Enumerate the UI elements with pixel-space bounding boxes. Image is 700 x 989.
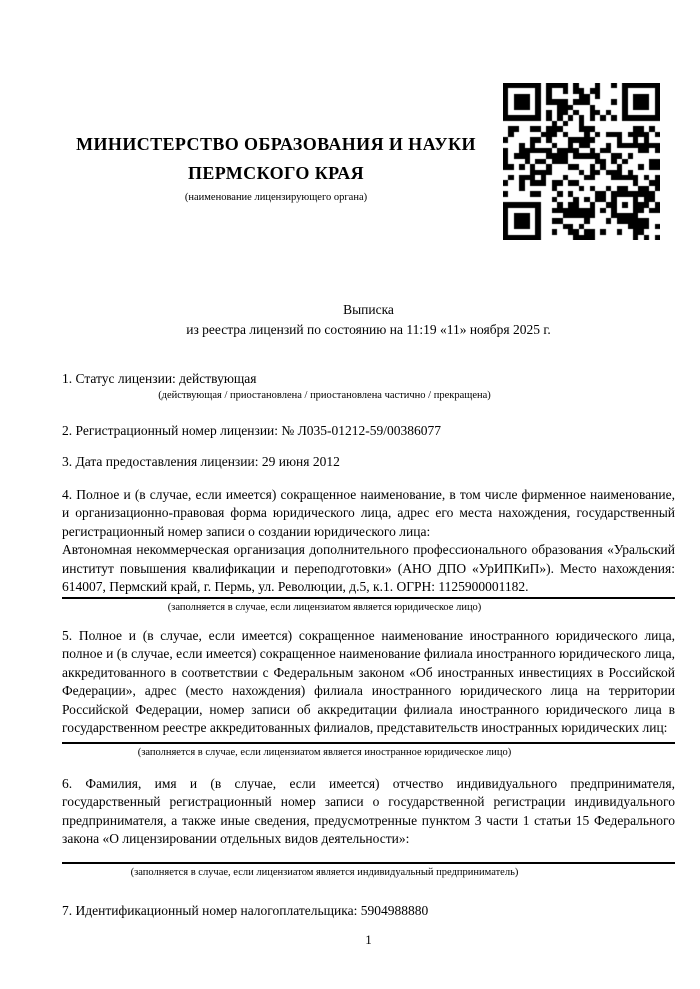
legal-entity-divider (62, 597, 675, 599)
document-title-line2: из реестра лицензий по состоянию на 11:19 «11» ноября 2025 г. (186, 322, 551, 337)
individual-entrepreneur-label: 6. Фамилия, имя и (в случае, если имеется) отчество индивидуального предпринимателя, государственный регистрационный номер записи о государственной регистрации индивидуального предпринимателя, а также иные сведения, предусмотренные пунктом 3 части 1 статьи 15 Федерального закона «О лицензировании отдельных видов деятельности»: (62, 775, 675, 846)
page-number: 1 (365, 932, 372, 947)
foreign-entity-caption: (заполняется в случае, если лицензиатом является иностранное юридическое лицо) (137, 746, 512, 758)
ministry-name-line2: ПЕРМСКОГО КРАЯ (187, 163, 365, 183)
foreign-entity-divider (62, 742, 675, 744)
ministry-name-line1: МИНИСТЕРСТВО ОБРАЗОВАНИЯ И НАУКИ (76, 134, 476, 154)
authority-caption: (наименование лицензирующего органа) (184, 192, 368, 203)
document-title-line1: Выписка (343, 302, 394, 317)
license-status: 1. Статус лицензии: действующая (62, 371, 257, 386)
license-status-options-caption: (действующая / приостановлена / приостановлена частично / прекращена) (158, 389, 491, 401)
foreign-entity-label: 5. Полное и (в случае, если имеется) сокращенное наименование иностранного юридического лица, полное и (в случае, если имеется) сокращенное наименование филиала иностранного юридического лица, аккредитованного в соответствии с Федеральным законом «Об иностранных инвестициях в Российской Федерации», адрес (место нахождения) филиала иностранного юридического лица на территории Российской Федерации, номер записи об аккредитации филиала иностранного юридического лица в государственном реестре аккредитованных филиалов, представительств иностранных юридических лиц: (62, 627, 675, 735)
individual-entrepreneur-caption: (заполняется в случае, если лицензиатом является индивидуальный предприниматель) (130, 866, 519, 878)
licensing-authority-header (62, 130, 490, 205)
legal-entity-caption: (заполняется в случае, если лицензиатом является юридическое лицо) (167, 601, 482, 613)
individual-entrepreneur-divider (62, 862, 675, 864)
legal-entity-label: 4. Полное и (в случае, если имеется) сокращенное наименование, в том числе фирменное наименование, и организационно-правовая форма юридического лица, адрес его места нахождения, государственный регистрационный номер записи о создании юридического лица: (62, 486, 675, 539)
registration-number: 2. Регистрационный номер лицензии: № Л035-01212-59/00386077 (62, 422, 442, 438)
grant-date: 3. Дата предоставления лицензии: 29 июня 2012 (62, 454, 340, 469)
legal-entity-value: Автономная некоммерческая организация дополнительного профессионального образования «Уральский институт повышения квалификации и переподготовки» (АНО ДПО «УрИПКиП»). Место нахождения: 614007, Пермский край, г. Пермь, ул. Революции, д.5, к.1. ОГРН: 1125900001182. (62, 542, 675, 594)
taxpayer-inn: 7. Идентификационный номер налогоплательщика: 5904988880 (62, 902, 429, 918)
document-content (62, 0, 675, 948)
document-title (62, 300, 675, 340)
